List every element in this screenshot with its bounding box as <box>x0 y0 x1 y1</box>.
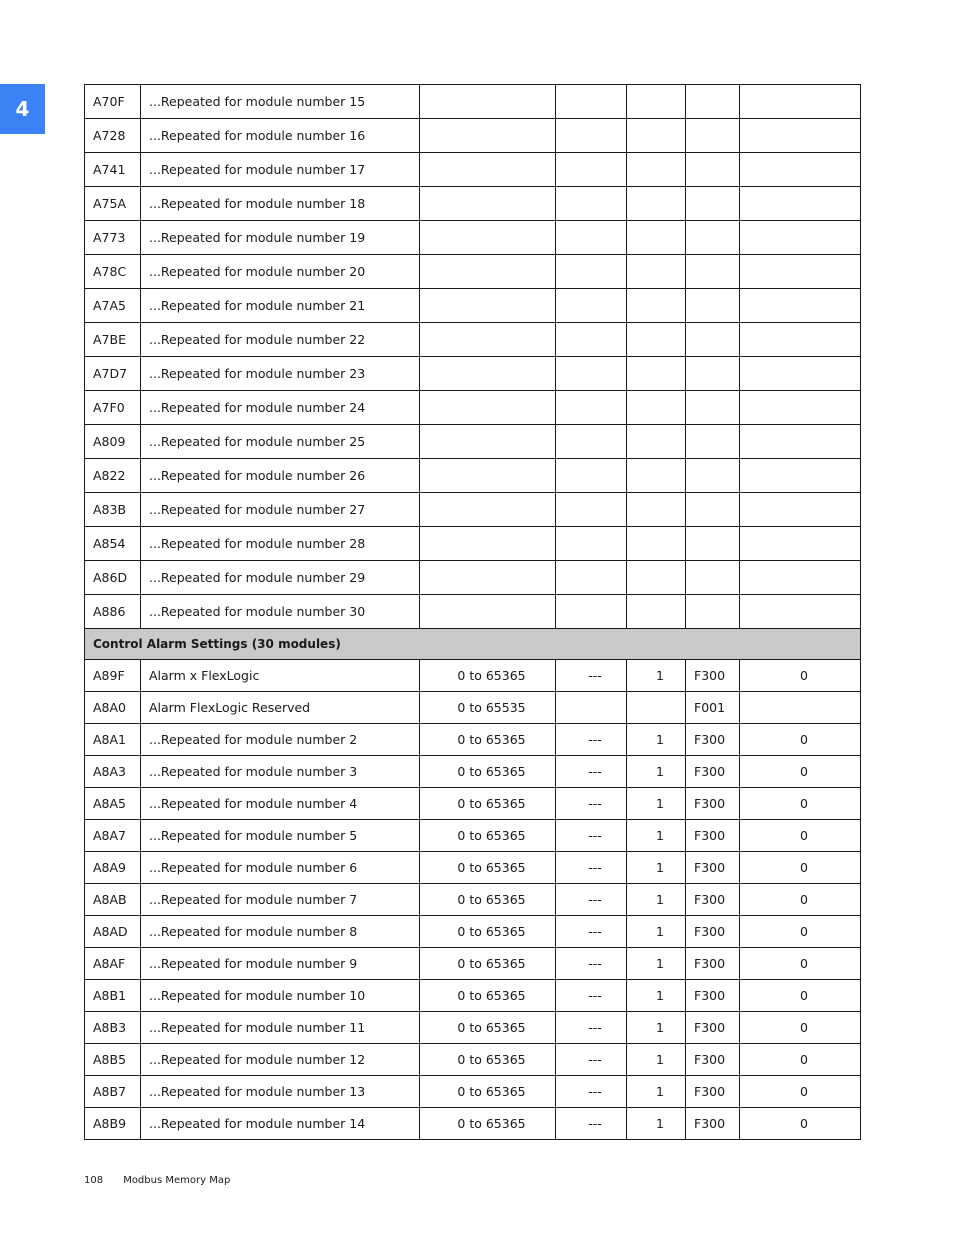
cell-units <box>556 595 627 629</box>
cell-units <box>556 357 627 391</box>
cell-range: 0 to 65365 <box>420 788 556 820</box>
cell-units <box>556 187 627 221</box>
cell-step <box>627 493 686 527</box>
table-row <box>85 561 861 595</box>
cell-address: A8A3 <box>85 756 141 788</box>
cell-format <box>686 323 740 357</box>
cell-range <box>420 561 556 595</box>
cell-units: --- <box>556 884 627 916</box>
cell-format <box>686 221 740 255</box>
cell-units <box>556 391 627 425</box>
table-row <box>85 323 861 357</box>
cell-address: A728 <box>85 119 141 153</box>
section-header-row <box>85 629 861 660</box>
cell-units: --- <box>556 980 627 1012</box>
cell-default: 0 <box>740 916 861 948</box>
cell-format <box>686 187 740 221</box>
cell-range <box>420 153 556 187</box>
cell-format: F001 <box>686 692 740 724</box>
table-row <box>85 391 861 425</box>
cell-step <box>627 595 686 629</box>
table-row <box>85 119 861 153</box>
table-row <box>85 852 861 884</box>
cell-description: ...Repeated for module number 3 <box>141 756 420 788</box>
cell-range: 0 to 65365 <box>420 820 556 852</box>
cell-description: ...Repeated for module number 8 <box>141 916 420 948</box>
cell-address: A773 <box>85 221 141 255</box>
cell-description: ...Repeated for module number 24 <box>141 391 420 425</box>
cell-address: A886 <box>85 595 141 629</box>
cell-format: F300 <box>686 1044 740 1076</box>
cell-description: ...Repeated for module number 10 <box>141 980 420 1012</box>
cell-step: 1 <box>627 1108 686 1140</box>
cell-address: A89F <box>85 660 141 692</box>
table-row <box>85 153 861 187</box>
cell-step: 1 <box>627 724 686 756</box>
cell-step <box>627 153 686 187</box>
cell-default <box>740 561 861 595</box>
cell-address: A8AD <box>85 916 141 948</box>
cell-address: A8B1 <box>85 980 141 1012</box>
cell-default <box>740 153 861 187</box>
cell-step: 1 <box>627 852 686 884</box>
cell-units <box>556 255 627 289</box>
cell-default <box>740 527 861 561</box>
cell-address: A8A9 <box>85 852 141 884</box>
cell-format: F300 <box>686 820 740 852</box>
table-row <box>85 1012 861 1044</box>
cell-format: F300 <box>686 980 740 1012</box>
cell-step <box>627 289 686 323</box>
cell-range: 0 to 65365 <box>420 1012 556 1044</box>
cell-format <box>686 153 740 187</box>
cell-format <box>686 255 740 289</box>
cell-format <box>686 85 740 119</box>
cell-description: ...Repeated for module number 22 <box>141 323 420 357</box>
cell-step: 1 <box>627 916 686 948</box>
cell-step: 1 <box>627 820 686 852</box>
cell-units: --- <box>556 1076 627 1108</box>
cell-units <box>556 561 627 595</box>
cell-range: 0 to 65365 <box>420 724 556 756</box>
cell-default <box>740 391 861 425</box>
cell-address: A7F0 <box>85 391 141 425</box>
cell-description: ...Repeated for module number 11 <box>141 1012 420 1044</box>
cell-format <box>686 493 740 527</box>
cell-default <box>740 357 861 391</box>
cell-units: --- <box>556 916 627 948</box>
cell-step <box>627 561 686 595</box>
cell-range <box>420 187 556 221</box>
cell-step <box>627 459 686 493</box>
cell-range <box>420 459 556 493</box>
cell-description: ...Repeated for module number 23 <box>141 357 420 391</box>
modbus-memory-map-table <box>84 84 861 1140</box>
cell-step: 1 <box>627 660 686 692</box>
cell-format <box>686 527 740 561</box>
table-row <box>85 756 861 788</box>
cell-default: 0 <box>740 852 861 884</box>
table-row <box>85 527 861 561</box>
cell-default: 0 <box>740 788 861 820</box>
cell-default <box>740 493 861 527</box>
cell-units <box>556 119 627 153</box>
cell-range: 0 to 65365 <box>420 756 556 788</box>
cell-default: 0 <box>740 948 861 980</box>
cell-description: ...Repeated for module number 27 <box>141 493 420 527</box>
cell-default: 0 <box>740 1044 861 1076</box>
cell-step <box>627 527 686 561</box>
cell-step: 1 <box>627 788 686 820</box>
cell-format <box>686 391 740 425</box>
cell-address: A741 <box>85 153 141 187</box>
cell-format: F300 <box>686 788 740 820</box>
cell-description: ...Repeated for module number 2 <box>141 724 420 756</box>
cell-address: A8A0 <box>85 692 141 724</box>
cell-format: F300 <box>686 948 740 980</box>
cell-range <box>420 221 556 255</box>
cell-description: ...Repeated for module number 19 <box>141 221 420 255</box>
cell-units: --- <box>556 852 627 884</box>
cell-range: 0 to 65365 <box>420 852 556 884</box>
cell-units <box>556 493 627 527</box>
cell-step: 1 <box>627 980 686 1012</box>
cell-range <box>420 255 556 289</box>
section-title: Control Alarm Settings (30 modules) <box>85 629 861 660</box>
cell-range: 0 to 65365 <box>420 916 556 948</box>
cell-address: A809 <box>85 425 141 459</box>
cell-format <box>686 119 740 153</box>
table-row <box>85 692 861 724</box>
cell-units: --- <box>556 756 627 788</box>
cell-range <box>420 595 556 629</box>
cell-step <box>627 692 686 724</box>
cell-format: F300 <box>686 1076 740 1108</box>
cell-description: ...Repeated for module number 15 <box>141 85 420 119</box>
cell-units <box>556 425 627 459</box>
cell-format: F300 <box>686 660 740 692</box>
cell-format: F300 <box>686 1108 740 1140</box>
cell-range: 0 to 65365 <box>420 884 556 916</box>
cell-range: 0 to 65365 <box>420 1108 556 1140</box>
cell-address: A8B9 <box>85 1108 141 1140</box>
table-row <box>85 493 861 527</box>
table-row <box>85 1044 861 1076</box>
table-row <box>85 85 861 119</box>
table-row <box>85 357 861 391</box>
cell-description: ...Repeated for module number 29 <box>141 561 420 595</box>
cell-range: 0 to 65365 <box>420 660 556 692</box>
cell-address: A822 <box>85 459 141 493</box>
cell-address: A7BE <box>85 323 141 357</box>
cell-units: --- <box>556 1108 627 1140</box>
table-row <box>85 459 861 493</box>
table-row <box>85 1108 861 1140</box>
table-row <box>85 289 861 323</box>
cell-step <box>627 85 686 119</box>
cell-units: --- <box>556 948 627 980</box>
table-body <box>85 85 861 1140</box>
cell-step <box>627 187 686 221</box>
cell-description: ...Repeated for module number 25 <box>141 425 420 459</box>
cell-default: 0 <box>740 756 861 788</box>
table-row <box>85 916 861 948</box>
table-row <box>85 187 861 221</box>
cell-address: A8A1 <box>85 724 141 756</box>
cell-address: A8A7 <box>85 820 141 852</box>
cell-units <box>556 323 627 357</box>
cell-address: A8B5 <box>85 1044 141 1076</box>
cell-default: 0 <box>740 1108 861 1140</box>
cell-units: --- <box>556 820 627 852</box>
table-row <box>85 724 861 756</box>
cell-format <box>686 289 740 323</box>
table-row <box>85 820 861 852</box>
cell-step <box>627 323 686 357</box>
cell-step: 1 <box>627 1012 686 1044</box>
cell-step: 1 <box>627 1076 686 1108</box>
cell-units <box>556 85 627 119</box>
cell-range <box>420 85 556 119</box>
cell-description: ...Repeated for module number 7 <box>141 884 420 916</box>
cell-description: ...Repeated for module number 16 <box>141 119 420 153</box>
cell-description: ...Repeated for module number 12 <box>141 1044 420 1076</box>
cell-default <box>740 459 861 493</box>
cell-address: A854 <box>85 527 141 561</box>
cell-default <box>740 85 861 119</box>
table-row <box>85 788 861 820</box>
cell-units: --- <box>556 724 627 756</box>
cell-format <box>686 459 740 493</box>
chapter-number: 4 <box>15 97 30 121</box>
cell-description: ...Repeated for module number 5 <box>141 820 420 852</box>
cell-format: F300 <box>686 884 740 916</box>
cell-step <box>627 119 686 153</box>
cell-address: A7A5 <box>85 289 141 323</box>
cell-address: A78C <box>85 255 141 289</box>
cell-address: A8AF <box>85 948 141 980</box>
cell-description: ...Repeated for module number 21 <box>141 289 420 323</box>
cell-range <box>420 391 556 425</box>
cell-format: F300 <box>686 852 740 884</box>
cell-range <box>420 323 556 357</box>
cell-default <box>740 692 861 724</box>
cell-description: Alarm FlexLogic Reserved <box>141 692 420 724</box>
cell-address: A70F <box>85 85 141 119</box>
cell-address: A8A5 <box>85 788 141 820</box>
cell-description: ...Repeated for module number 18 <box>141 187 420 221</box>
cell-range: 0 to 65365 <box>420 1076 556 1108</box>
page-number: 108 <box>84 1175 104 1186</box>
cell-range: 0 to 65535 <box>420 692 556 724</box>
cell-range <box>420 425 556 459</box>
cell-description: ...Repeated for module number 26 <box>141 459 420 493</box>
cell-address: A8B7 <box>85 1076 141 1108</box>
cell-description: ...Repeated for module number 6 <box>141 852 420 884</box>
cell-address: A83B <box>85 493 141 527</box>
cell-default <box>740 425 861 459</box>
cell-description: ...Repeated for module number 30 <box>141 595 420 629</box>
cell-default: 0 <box>740 884 861 916</box>
cell-units <box>556 692 627 724</box>
footer-section-name: Modbus Memory Map <box>123 1175 231 1186</box>
cell-range <box>420 119 556 153</box>
cell-format <box>686 595 740 629</box>
cell-step <box>627 425 686 459</box>
cell-units: --- <box>556 660 627 692</box>
cell-format <box>686 357 740 391</box>
cell-default: 0 <box>740 1076 861 1108</box>
cell-description: ...Repeated for module number 14 <box>141 1108 420 1140</box>
cell-address: A8AB <box>85 884 141 916</box>
cell-range: 0 to 65365 <box>420 948 556 980</box>
cell-address: A86D <box>85 561 141 595</box>
table-row <box>85 948 861 980</box>
cell-step <box>627 255 686 289</box>
cell-description: ...Repeated for module number 4 <box>141 788 420 820</box>
table-row <box>85 425 861 459</box>
cell-format <box>686 561 740 595</box>
cell-default: 0 <box>740 1012 861 1044</box>
cell-address: A8B3 <box>85 1012 141 1044</box>
cell-address: A75A <box>85 187 141 221</box>
cell-range <box>420 527 556 561</box>
cell-step: 1 <box>627 756 686 788</box>
cell-description: ...Repeated for module number 20 <box>141 255 420 289</box>
cell-range: 0 to 65365 <box>420 1044 556 1076</box>
cell-units <box>556 153 627 187</box>
cell-step: 1 <box>627 948 686 980</box>
cell-description: ...Repeated for module number 9 <box>141 948 420 980</box>
cell-description: Alarm x FlexLogic <box>141 660 420 692</box>
page-footer <box>84 1175 230 1186</box>
cell-default <box>740 221 861 255</box>
table-row <box>85 221 861 255</box>
cell-units <box>556 527 627 561</box>
cell-default: 0 <box>740 980 861 1012</box>
cell-step: 1 <box>627 884 686 916</box>
chapter-tab <box>0 84 45 134</box>
cell-default <box>740 323 861 357</box>
cell-step <box>627 357 686 391</box>
cell-format: F300 <box>686 916 740 948</box>
cell-default: 0 <box>740 724 861 756</box>
cell-range <box>420 493 556 527</box>
cell-units: --- <box>556 1012 627 1044</box>
cell-units: --- <box>556 788 627 820</box>
table-row <box>85 595 861 629</box>
cell-step: 1 <box>627 1044 686 1076</box>
cell-default <box>740 187 861 221</box>
cell-step <box>627 391 686 425</box>
table-row <box>85 1076 861 1108</box>
cell-range <box>420 357 556 391</box>
cell-units <box>556 221 627 255</box>
cell-format: F300 <box>686 756 740 788</box>
cell-units: --- <box>556 1044 627 1076</box>
cell-default <box>740 119 861 153</box>
cell-default <box>740 289 861 323</box>
cell-units <box>556 289 627 323</box>
cell-step <box>627 221 686 255</box>
cell-description: ...Repeated for module number 28 <box>141 527 420 561</box>
cell-range <box>420 289 556 323</box>
cell-description: ...Repeated for module number 13 <box>141 1076 420 1108</box>
table-row <box>85 980 861 1012</box>
cell-description: ...Repeated for module number 17 <box>141 153 420 187</box>
cell-default: 0 <box>740 820 861 852</box>
cell-default: 0 <box>740 660 861 692</box>
cell-address: A7D7 <box>85 357 141 391</box>
cell-format <box>686 425 740 459</box>
cell-default <box>740 595 861 629</box>
table-row <box>85 255 861 289</box>
cell-default <box>740 255 861 289</box>
cell-format: F300 <box>686 1012 740 1044</box>
table-row <box>85 660 861 692</box>
cell-format: F300 <box>686 724 740 756</box>
table-row <box>85 884 861 916</box>
cell-units <box>556 459 627 493</box>
cell-range: 0 to 65365 <box>420 980 556 1012</box>
